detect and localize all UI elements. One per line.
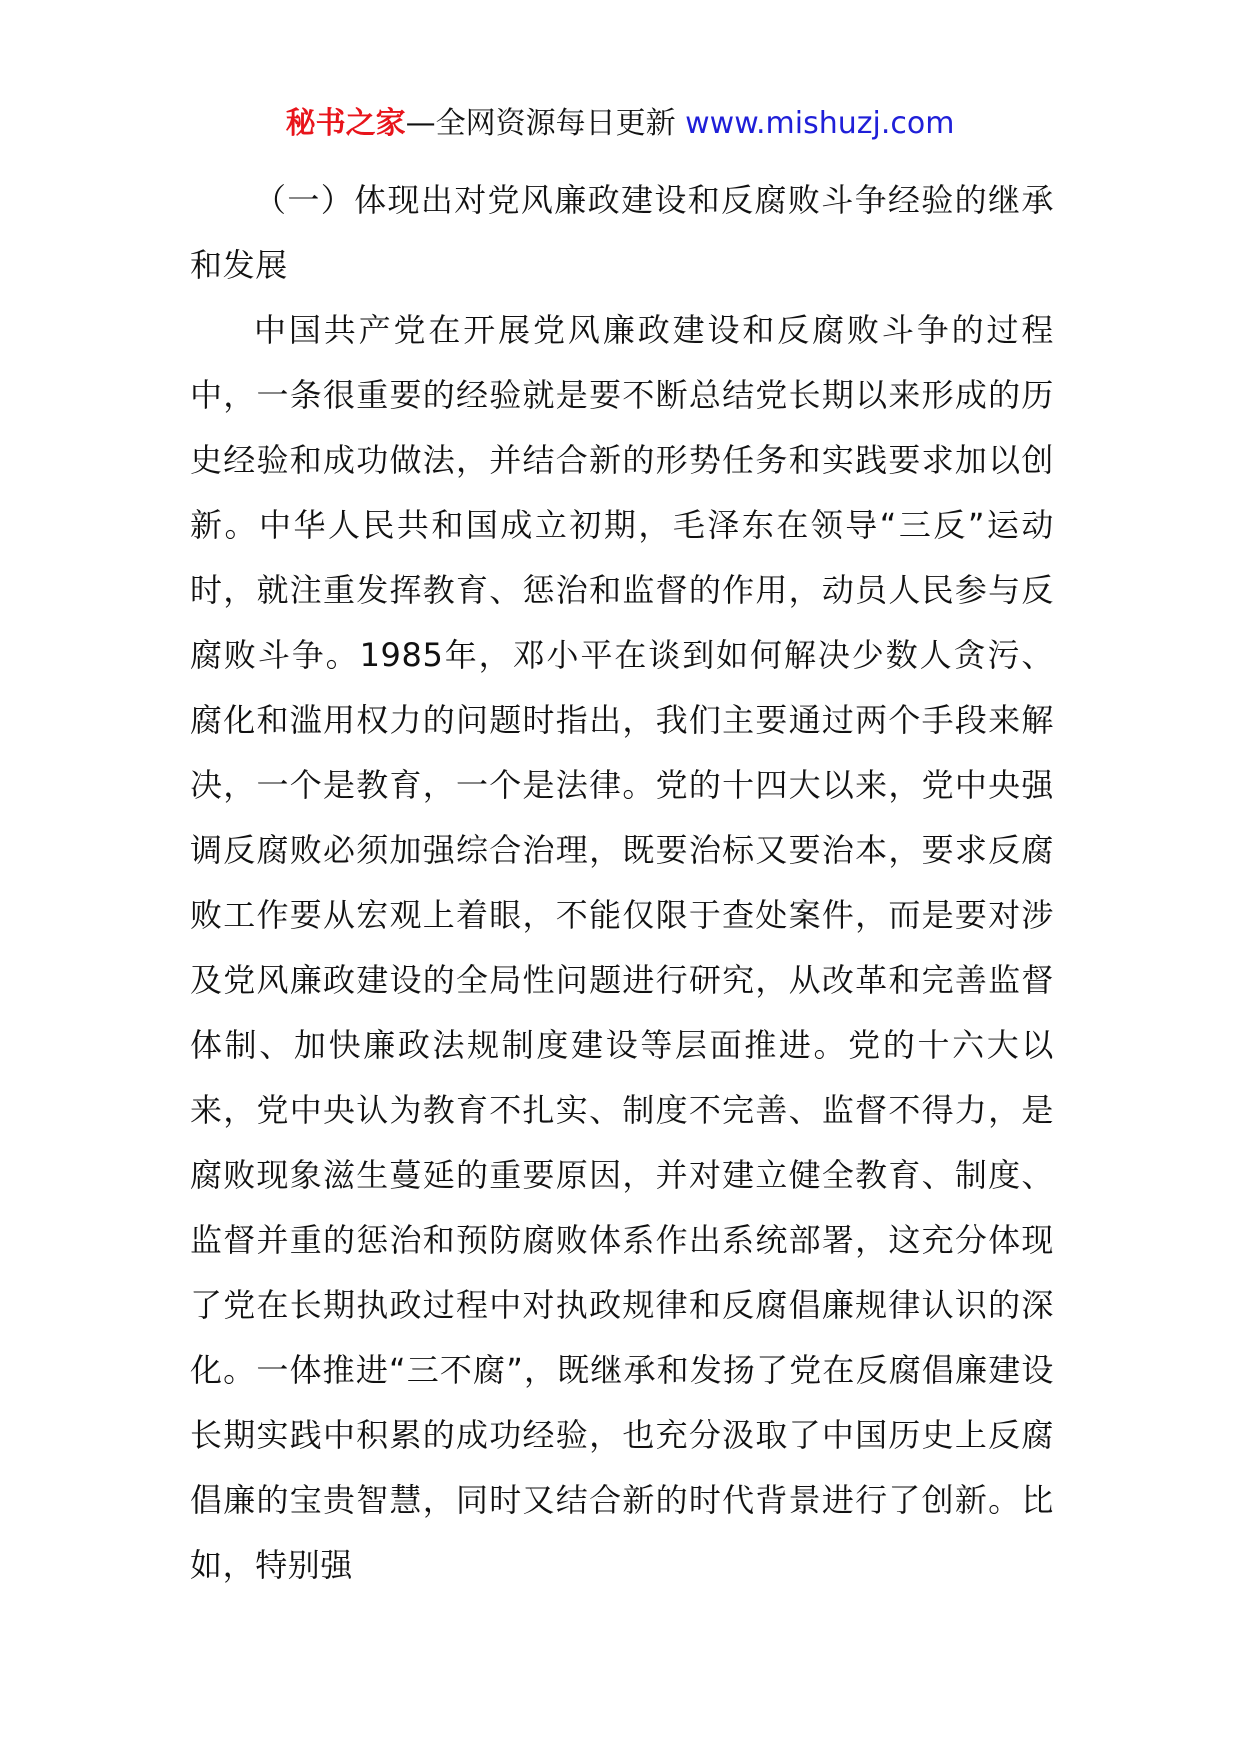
body-paragraph: 中国共产党在开展党风廉政建设和反腐败斗争的过程中，一条很重要的经验就是要不断总结党长期以来形成的历史经验和成功做法，并结合新的形势任务和实践要求加以创新。中华人民共和国成立初期，毛泽东在领导“三反”运动时，就注重发挥教育、惩治和监督的作用，动员人民参与反腐败斗争。1985年，邓小平在谈到如何解决少数人贪污、腐化和滥用权力的问题时指出，我们主要通过两个手段来解决，一个是教育，一个是法律。党的十四大以来，党中央强调反腐败必须加强综合治理，既要治标又要治本，要求反腐败工作要从宏观上着眼，不能仅限于查处案件，而是要对涉及党风廉政建设的全局性问题进行研究，从改革和完善监督体制、加快廉政法规制度建设等层面推进。党的十六大以来，党中央认为教育不扎实、制度不完善、监督不得力，是腐败现象滋生蔓延的重要原因，并对建立健全教育、制度、监督并重的惩治和预防腐败体系作出系统部署，这充分体现了党在长期执政过程中对执政规律和反腐倡廉规律认识的深化。一体推进“三不腐”，既继承和发扬了党在反腐倡廉建设长期实践中积累的成功经验，也充分汲取了中国历史上反腐倡廉的宝贵智慧，同时又结合新的时代背景进行了创新。比如，特别强: [190, 311, 1054, 1584]
brand-name: 秘书之家: [285, 106, 406, 141]
page-header: [0, 104, 1240, 144]
site-url-link[interactable]: www.mishuzj.com: [685, 106, 955, 141]
section-heading: （一）体现出对党风廉政建设和反腐败斗争经验的继承和发展: [190, 181, 1054, 284]
header-tagline: —全网资源每日更新: [405, 106, 686, 141]
document-body: [190, 168, 1054, 1598]
